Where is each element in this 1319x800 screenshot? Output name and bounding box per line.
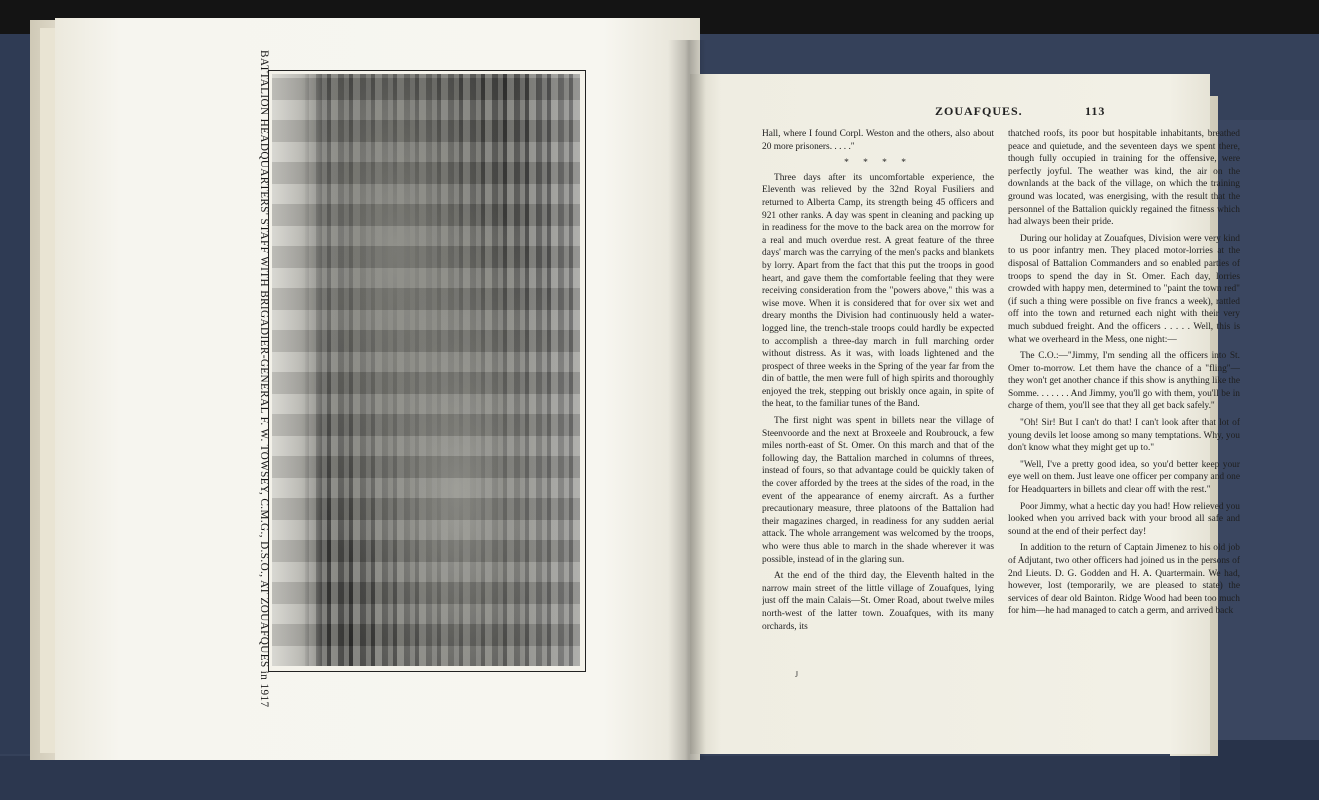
section-break: * * * *: [844, 158, 912, 169]
paragraph: At the end of the third day, the Eleventh halted in the narrow main street of the little village of Zouafques, lying just off the main Calais—St. Omer Road, about twelve miles north-west of the latter town. Zouafques, with its many orchards, its: [762, 571, 994, 632]
paragraph: The C.O.:—"Jimmy, I'm sending all the officers into St. Omer to-morrow. Let them have the chance of a "fling"—they won't get another chance if this show is anything like the Somme. . . . . . . And Jimmy, you'll go with them, you'll be in charge of them, you'll see that they all get back safely.": [1008, 351, 1240, 412]
paragraph: In addition to the return of Captain Jimenez to his old job of Adjutant, two other officers had joined us in the persons of 2nd Lieuts. D. G. Godden and H. A. Quartermain. We had, however, lost (temporarily, we are pleased to state) the services of dear old Bainton. Ridge Wood had been too much for him—he had managed to catch a germ, and arrived back: [1008, 543, 1240, 617]
page-number: 113: [1085, 104, 1106, 118]
paragraph: Poor Jimmy, what a hectic day you had! How relieved you looked when you arrived back with your brood all safe and sound at the end of their perfect day!: [1008, 501, 1240, 537]
photograph-texture: [272, 74, 580, 666]
text-column-left: [762, 128, 994, 668]
book-gutter: [668, 40, 706, 760]
paragraph: Three days after its uncomfortable experience, the Eleventh was relieved by the 32nd Royal Fusiliers and returned to Alberta Camp, its strength being 45 officers and 921 other ranks. A day was spent in cleaning and packing up in readiness for the move to the back area on the morrow for a real and much overdue rest. A great feature of the three days' march was the carrying of the men's packs and blankets by lorry. Apart from the fact that this put the troops in good heart, and gave them the comfortable feeling that they were receiving consideration from the "powers above," this was a wise move. When it is considered that for over six wet and dreary months the Division had continuously held a water-logged line, the trench-stale troops could hardly be expected to accomplish a three-day march in full marching order without distress. As it was, with loads lightened and the prospect of three weeks in the Spring of the year far from the din of battle, the men were full of high spirits and thoroughly enjoyed the trek, stepping out briskly once again, in spite of the heat, to the familiar tunes of the Band.: [762, 172, 994, 410]
signature-mark: J: [795, 670, 799, 679]
photo-caption-text: BATTALION HEADQUARTERS' STAFF WITH BRIGADIER-GENERAL F. W. TOWSEY, C.M.G., D.S.O., AT ZOUAFQUES in 1917: [258, 50, 270, 708]
paragraph: thatched roofs, its poor but hospitable inhabitants, breathed peace and quietude, and the seventeen days we spent there, though fully occupied in training for the offensive, were perfectly joyful. The weather was kind, the air on the downlands at the back of the village, on which the training ground was located, was energising, with the result that the personnel of the Battalion quickly regained the fitness which had always been their pride.: [1008, 129, 1240, 228]
running-title: ZOUAFQUES.: [935, 104, 1023, 118]
paragraph: Hall, where I found Corpl. Weston and the others, also about 20 more prisoners. . . . .": [762, 129, 994, 152]
text-column-right: [1008, 128, 1240, 688]
book-cover-bottom-edge: [0, 756, 1319, 800]
paragraph: During our holiday at Zouafques, Division were very kind to us poor infantry men. They placed motor-lorries at the disposal of Battalion Commanders and so enabled parties of troops to spend the day in St. Omer. Each day, lorries crowded with happy men, determined to "paint the town red" (if such a thing were possible on five francs a week), rattled off into the town and returned each night with their very much subdued freight. And the officers . . . . . Well, this is what we overheard in the Mess, one night:—: [1008, 233, 1240, 345]
paragraph: The first night was spent in billets near the village of Steenvoorde and the next at Broxeele and Roubrouck, a few miles north-east of St. Omer. On this march and that of the following day, the Battalion marched in columns of threes, instead of fours, so that advantage could be quickly taken of the cover afforded by the trees at the sides of the road, in the event of the appearance of enemy aircraft. As a further precautionary measure, three platoons of the Battalion had their magazines charged, in readiness for any sudden aerial attack. The whole arrangement was welcomed by the troops, who were thus able to march in the shade wherever it was possible, instead of in the glaring sun.: [762, 416, 994, 565]
paragraph: "Oh! Sir! But I can't do that! I can't look after that lot of young devils let loose among so many temptations. Why, you don't know what they might get up to.": [1008, 418, 1240, 454]
paragraph: "Well, I've a pretty good idea, so you'd better keep your eye well on them. Just leave one officer per company and one for Headquarters in billets and clear off with the rest.": [1008, 459, 1240, 496]
